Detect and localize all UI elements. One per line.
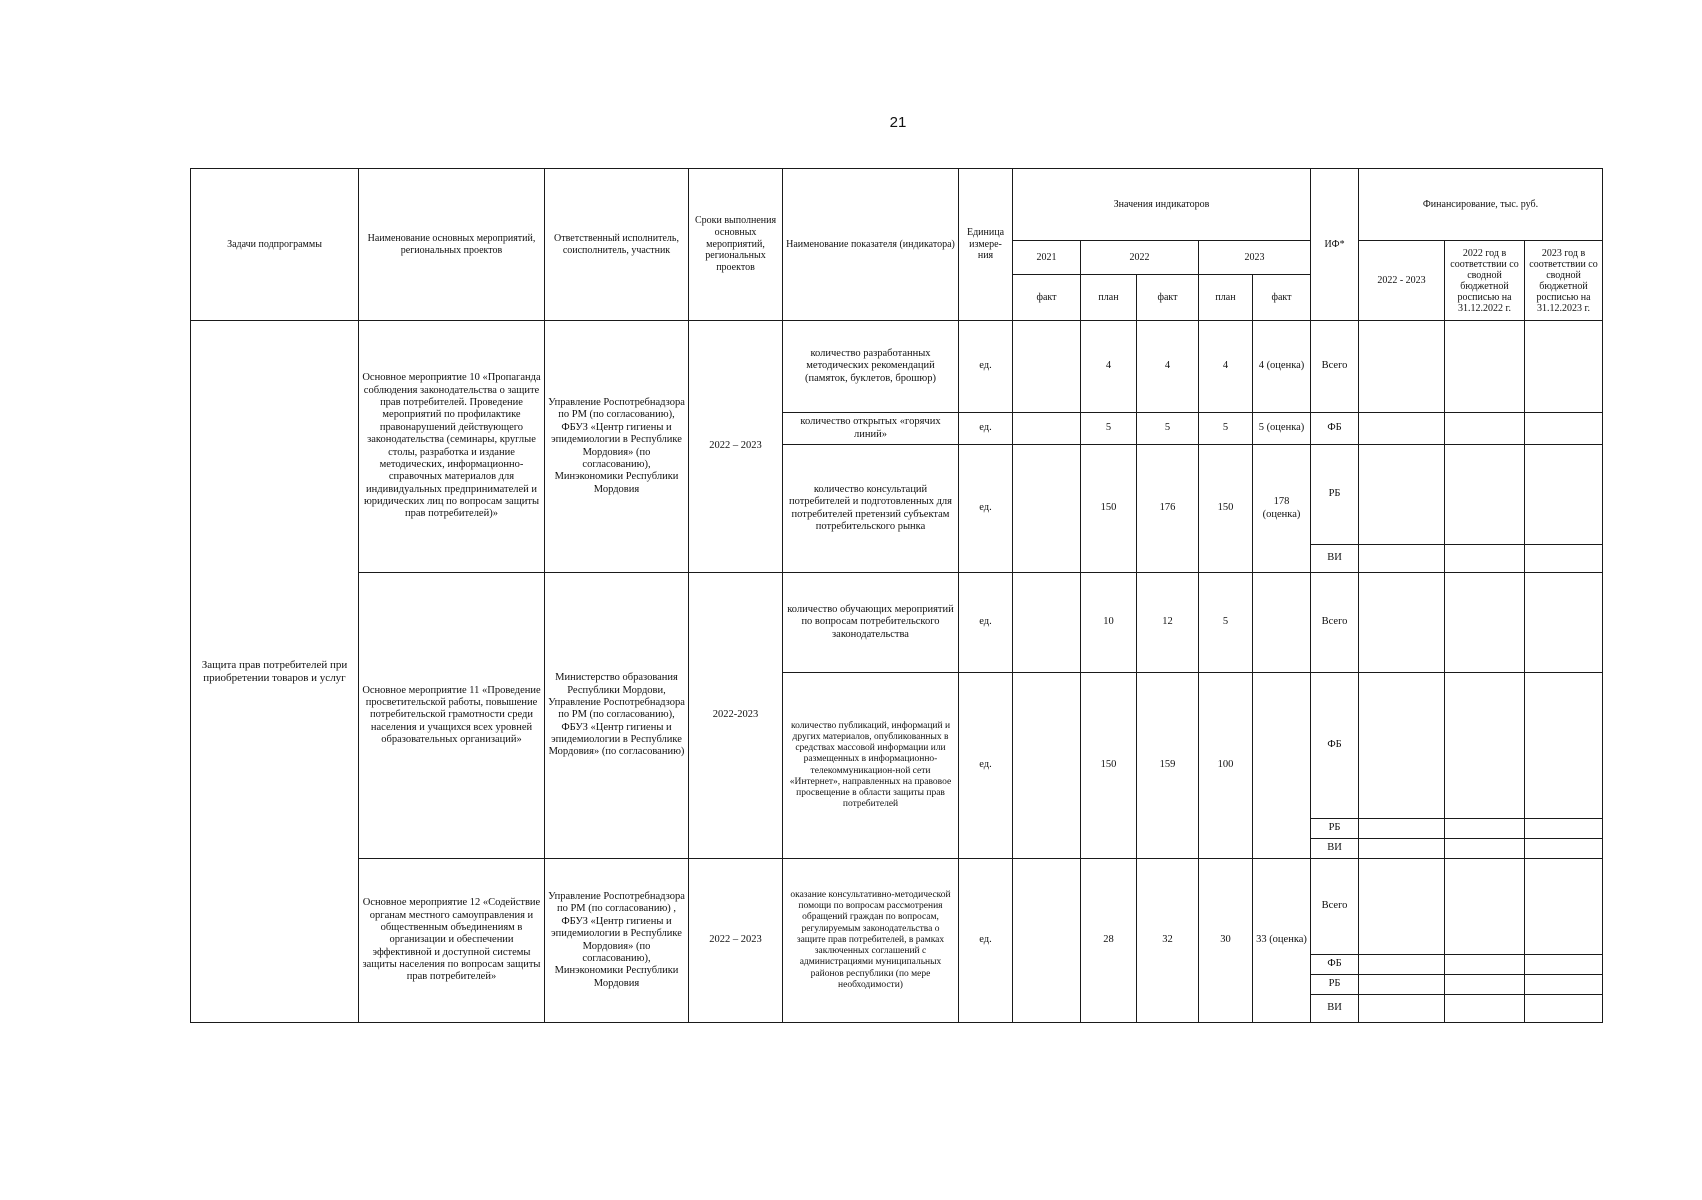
program-table <box>190 168 1603 1023</box>
indicator-unit: ед. <box>959 859 1013 1023</box>
fin-2022-2023 <box>1359 673 1445 819</box>
fin-2022 <box>1445 819 1525 839</box>
fin-2023 <box>1525 413 1603 445</box>
fin-2022-2023 <box>1359 955 1445 975</box>
value-2023-fact <box>1253 673 1311 859</box>
value-2021-fact <box>1013 321 1081 413</box>
value-2021-fact <box>1013 673 1081 859</box>
measure-name: Основное мероприятие 12 «Содействие органам местного самоуправления и общественным объединениям в организации и обеспечении эффективной и доступной системы защиты населения по вопросам защиты прав потребителей» <box>359 859 545 1023</box>
indicator-unit: ед. <box>959 673 1013 859</box>
value-2023-plan: 5 <box>1199 573 1253 673</box>
fin-2023 <box>1525 975 1603 995</box>
header-2021-fact: факт <box>1013 275 1081 321</box>
measure-executor: Министерство образования Республики Мордови, Управление Роспотребнадзора по РМ (по согласованию), ФБУЗ «Центр гигиены и эпидемиологии в Республике Мордовия» (по согласованию) <box>545 573 689 859</box>
if-label: ФБ <box>1311 673 1359 819</box>
fin-2023 <box>1525 545 1603 573</box>
header-measures: Наименование основных мероприятий, региональных проектов <box>359 169 545 321</box>
indicator-unit: ед. <box>959 573 1013 673</box>
indicator-unit: ед. <box>959 321 1013 413</box>
header-fin-2022-budget: 2022 год в соответствии со сводной бюджетной росписью на 31.12.2022 г. <box>1445 241 1525 321</box>
fin-2023 <box>1525 445 1603 545</box>
if-label: РБ <box>1311 445 1359 545</box>
indicator-name: количество публикаций, информаций и других материалов, опубликованных в средствах массовой информации или размещенных в информационно-телекоммуникацион-ной сети «Интернет», направленных на правовое просвещение в области защиты прав потребителей <box>783 673 959 859</box>
if-label: ВИ <box>1311 995 1359 1023</box>
fin-2023 <box>1525 573 1603 673</box>
fin-2022-2023 <box>1359 975 1445 995</box>
header-if: ИФ* <box>1311 169 1359 321</box>
fin-2022-2023 <box>1359 413 1445 445</box>
value-2022-plan: 10 <box>1081 573 1137 673</box>
fin-2022-2023 <box>1359 819 1445 839</box>
if-label: ВИ <box>1311 545 1359 573</box>
value-2023-plan: 30 <box>1199 859 1253 1023</box>
header-2022-fact: факт <box>1137 275 1199 321</box>
measure-name: Основное мероприятие 10 «Пропаганда соблюдения законодательства о защите прав потребителей. Проведение мероприятий по профилактике правонарушений действующего законодательства (семинары, круглые столы, разработка и издание методических, информационно-справочных материалов для индивидуальных предпринимателей и юридических лиц по вопросам защиты прав потребителей)» <box>359 321 545 573</box>
value-2023-plan: 150 <box>1199 445 1253 573</box>
if-label: ВИ <box>1311 839 1359 859</box>
indicator-unit: ед. <box>959 413 1013 445</box>
fin-2022 <box>1445 321 1525 413</box>
header-tasks: Задачи подпрограммы <box>191 169 359 321</box>
value-2023-plan: 4 <box>1199 321 1253 413</box>
fin-2023 <box>1525 955 1603 975</box>
fin-2023 <box>1525 321 1603 413</box>
header-year-2022: 2022 <box>1081 241 1199 275</box>
fin-2022-2023 <box>1359 445 1445 545</box>
fin-2022 <box>1445 839 1525 859</box>
fin-2022 <box>1445 413 1525 445</box>
indicator-name: количество открытых «горячих линий» <box>783 413 959 445</box>
header-year-2023: 2023 <box>1199 241 1311 275</box>
value-2022-fact: 159 <box>1137 673 1199 859</box>
measure-terms: 2022 – 2023 <box>689 321 783 573</box>
fin-2022 <box>1445 673 1525 819</box>
value-2023-plan: 100 <box>1199 673 1253 859</box>
fin-2022 <box>1445 445 1525 545</box>
value-2022-fact: 176 <box>1137 445 1199 573</box>
value-2022-fact: 32 <box>1137 859 1199 1023</box>
if-label: Всего <box>1311 859 1359 955</box>
fin-2022 <box>1445 975 1525 995</box>
header-fin-2023-budget: 2023 год в соответствии со сводной бюджетной росписью на 31.12.2023 г. <box>1525 241 1603 321</box>
value-2022-plan: 150 <box>1081 673 1137 859</box>
value-2023-fact: 178 (оценка) <box>1253 445 1311 573</box>
header-2023-fact: факт <box>1253 275 1311 321</box>
fin-2022 <box>1445 573 1525 673</box>
fin-2022 <box>1445 545 1525 573</box>
fin-2023 <box>1525 673 1603 819</box>
value-2023-fact: 4 (оценка) <box>1253 321 1311 413</box>
if-label: РБ <box>1311 975 1359 995</box>
fin-2022 <box>1445 995 1525 1023</box>
value-2021-fact <box>1013 445 1081 573</box>
if-label: Всего <box>1311 321 1359 413</box>
header-indicator: Наименование показателя (индикатора) <box>783 169 959 321</box>
value-2023-fact: 33 (оценка) <box>1253 859 1311 1023</box>
value-2022-fact: 5 <box>1137 413 1199 445</box>
indicator-name: оказание консультативно-методической помощи по вопросам рассмотрения обращений граждан по вопросам, регулируемым законодательства о защите прав потребителей, в рамках заключенных соглашений с администрациями муниципальных районов республики (по мере необходимости) <box>783 859 959 1023</box>
indicator-name: количество обучающих мероприятий по вопросам потребительского законодательства <box>783 573 959 673</box>
value-2022-plan: 5 <box>1081 413 1137 445</box>
value-2023-fact: 5 (оценка) <box>1253 413 1311 445</box>
value-2021-fact <box>1013 413 1081 445</box>
header-fin-2022-2023: 2022 - 2023 <box>1359 241 1445 321</box>
fin-2023 <box>1525 819 1603 839</box>
value-2022-fact: 4 <box>1137 321 1199 413</box>
value-2022-plan: 150 <box>1081 445 1137 573</box>
header-year-2021: 2021 <box>1013 241 1081 275</box>
fin-2022-2023 <box>1359 545 1445 573</box>
measure-name: Основное мероприятие 11 «Проведение просветительской работы, повышение потребительской грамотности среди населения и учащихся всех уровней образовательных организаций» <box>359 573 545 859</box>
fin-2022 <box>1445 859 1525 955</box>
header-indicator-values: Значения индикаторов <box>1013 169 1311 241</box>
value-2022-fact: 12 <box>1137 573 1199 673</box>
fin-2022-2023 <box>1359 573 1445 673</box>
indicator-unit: ед. <box>959 445 1013 573</box>
header-2022-plan: план <box>1081 275 1137 321</box>
fin-2022-2023 <box>1359 321 1445 413</box>
value-2021-fact <box>1013 573 1081 673</box>
fin-2023 <box>1525 859 1603 955</box>
if-label: ФБ <box>1311 955 1359 975</box>
indicator-name: количество разработанных методических рекомендаций (памяток, буклетов, брошюр) <box>783 321 959 413</box>
header-unit: Единица измере-ния <box>959 169 1013 321</box>
value-2021-fact <box>1013 859 1081 1023</box>
fin-2022-2023 <box>1359 995 1445 1023</box>
fin-2023 <box>1525 995 1603 1023</box>
if-label: Всего <box>1311 573 1359 673</box>
measure-terms: 2022-2023 <box>689 573 783 859</box>
if-label: ФБ <box>1311 413 1359 445</box>
fin-2022-2023 <box>1359 839 1445 859</box>
value-2023-fact <box>1253 573 1311 673</box>
fin-2022-2023 <box>1359 859 1445 955</box>
page-number: 21 <box>889 114 907 131</box>
measure-executor: Управление Роспотребнадзора по РМ (по согласованию), ФБУЗ «Центр гигиены и эпидемиологии в Республике Мордовия» (по согласованию), Минэкономики Республики Мордовия <box>545 321 689 573</box>
header-executor: Ответственный исполнитель, соисполнитель, участник <box>545 169 689 321</box>
task-name: Защита прав потребителей при приобретении товаров и услуг <box>191 321 359 1023</box>
fin-2022 <box>1445 955 1525 975</box>
measure-executor: Управление Роспотребнадзора по РМ (по согласованию) , ФБУЗ «Центр гигиены и эпидемиологии в Республике Мордовия» (по согласованию), Минэкономики Республики Мордовия <box>545 859 689 1023</box>
value-2022-plan: 4 <box>1081 321 1137 413</box>
header-financing: Финансирование, тыс. руб. <box>1359 169 1603 241</box>
indicator-name: количество консультаций потребителей и подготовленных для потребителей претензий субъектам потребительского рынка <box>783 445 959 573</box>
header-2023-plan: план <box>1199 275 1253 321</box>
fin-2023 <box>1525 839 1603 859</box>
header-terms: Сроки выполнения основных мероприятий, региональных проектов <box>689 169 783 321</box>
value-2022-plan: 28 <box>1081 859 1137 1023</box>
measure-terms: 2022 – 2023 <box>689 859 783 1023</box>
value-2023-plan: 5 <box>1199 413 1253 445</box>
if-label: РБ <box>1311 819 1359 839</box>
